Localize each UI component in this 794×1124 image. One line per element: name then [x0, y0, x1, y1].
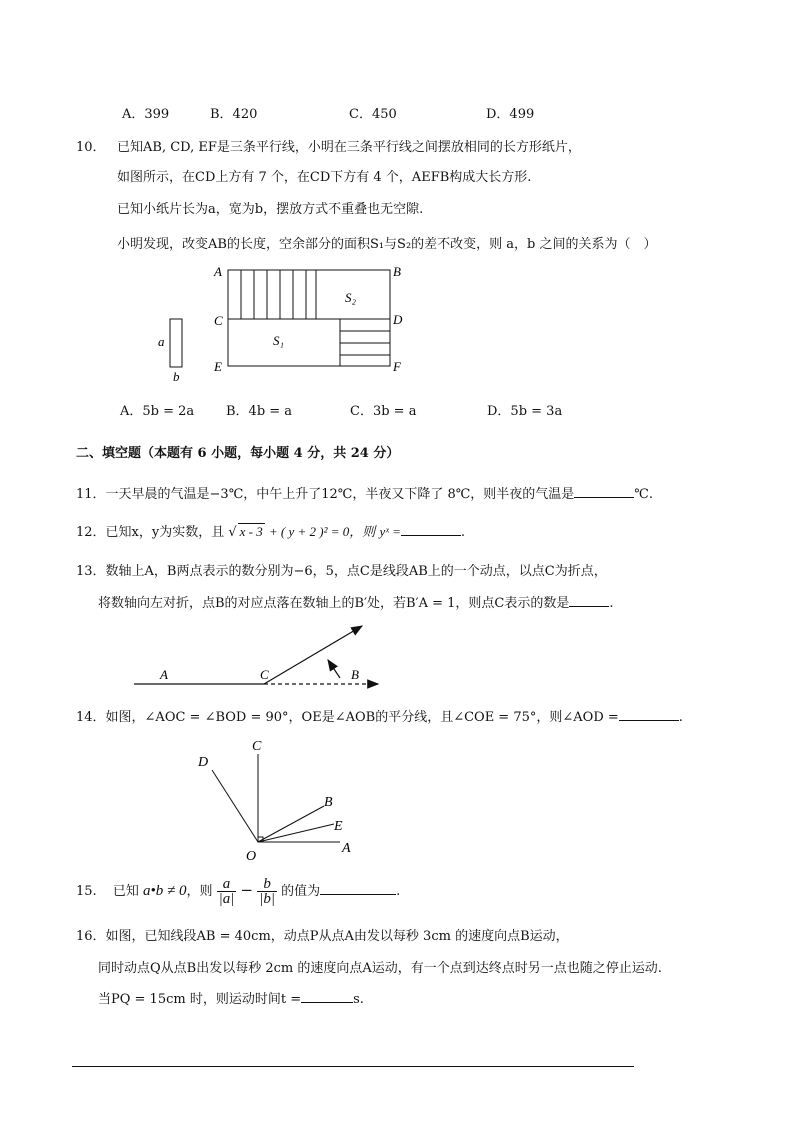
q12-prefix: 12．已知x，y为实数，且: [76, 525, 225, 540]
q11-text: 11．一天早晨的气温是−3℃，中午上升了12℃，半夜又下降了 8℃，则半夜的气温是: [76, 487, 575, 502]
q13-suffix: .: [609, 596, 614, 611]
rotate-arrow: [328, 660, 340, 678]
nl-label-C: C: [260, 667, 269, 682]
angle-label-A: A: [342, 841, 351, 856]
q16-line3: 当PQ = 15cm 时，则运动时间t =: [98, 992, 302, 1007]
q15-fraction-b: $\frac{b}{|b|}$: [259, 876, 275, 907]
q10-option-c: C．3b = a: [350, 404, 417, 419]
fig-label-S1: S₁: [273, 333, 285, 348]
q13-number-line-figure: [130, 618, 390, 692]
q11: [76, 483, 653, 502]
angle-label-B: B: [324, 795, 333, 810]
fig-label-F: F: [393, 359, 401, 374]
q14-angle-figure: [190, 734, 370, 866]
q11-answer-blank: [574, 485, 634, 498]
ray-od: [212, 770, 258, 842]
q10-line2: 如图所示，在CD上方有 7 个，在CD下方有 4 个，AEFB构成大长方形.: [117, 170, 532, 185]
q13-answer-blank: [569, 594, 609, 607]
fig-label-C: C: [214, 313, 223, 328]
q10-rectangle-figure: [150, 258, 420, 388]
q15-condition: a•b ≠ 0: [142, 883, 187, 899]
q15: [76, 877, 400, 906]
section2-heading: 二、填空题（本题有 6 小题，每小题 4 分，共 24 分）: [76, 446, 400, 461]
q9-option-d: D．499: [486, 107, 535, 122]
q12-power: yˣ =: [379, 524, 401, 539]
fig-label-S2: S₂: [345, 290, 357, 305]
folded-ray: [264, 626, 362, 684]
sqrt-sign: √: [228, 525, 237, 540]
q12: [76, 521, 465, 540]
q9-option-c: C．450: [349, 107, 397, 122]
q12-radicand: x - 3: [239, 524, 263, 539]
q11-suffix: ℃.: [634, 487, 653, 502]
ray-oe: [258, 824, 334, 842]
q12-suffix: .: [460, 525, 466, 540]
fig-label-A: A: [214, 264, 222, 279]
angle-label-E: E: [334, 819, 343, 834]
q10-line4: 小明发现，改变AB的长度，空余部分的面积S₁与S₂的差不改变，则 a，b 之间的关系为（ ）: [117, 237, 657, 252]
q15-tail: 的值为: [281, 884, 321, 899]
q10-option-a: A．5b = 2a: [120, 404, 195, 419]
q16-line1: 16．如图，已知线段AB = 40cm，动点P从点A由发以每秒 3cm 的速度向点B运动，: [76, 929, 569, 944]
q16-line3-wrap: [98, 988, 364, 1007]
q14-answer-blank: [619, 708, 679, 721]
q15-prefix: 已知: [112, 884, 139, 899]
q16-answer-blank: [301, 990, 353, 1003]
fig-label-B: B: [393, 264, 401, 279]
q9-option-b: B．420: [210, 107, 258, 122]
q16-suffix: s.: [353, 992, 364, 1007]
footer-rule: [72, 1066, 634, 1067]
q16-line2: 同时动点Q从点B出发以每秒 2cm 的速度向点A运动，有一个点到达终点时另一点也随之停止运动.: [98, 961, 662, 976]
q14-suffix: .: [678, 710, 683, 725]
fig-label-D: D: [393, 312, 403, 327]
q13-line2: 将数轴向左对折，点B的对应点落在数轴上的B′处，若B′A = 1，则点C表示的数是: [98, 596, 570, 611]
q12-middle: + ( y + 2 )² = 0，则: [268, 524, 376, 539]
fig-label-E: E: [214, 359, 222, 374]
q10-line3: 已知小纸片长为a，宽为b，摆放方式不重叠也无空隙.: [117, 202, 424, 217]
q9-option-a: A．399: [122, 107, 170, 122]
fig-label-a: a: [158, 334, 165, 349]
angle-label-C: C: [252, 739, 262, 754]
angle-label-D: D: [198, 755, 209, 770]
q10-line1: 已知AB, CD, EF是三条平行线，小明在三条平行线之间摆放相同的长方形纸片，: [117, 140, 581, 155]
q15-answer-blank: [320, 882, 396, 895]
q15-number: 15.: [76, 884, 97, 899]
nl-label-B: B: [351, 667, 359, 682]
q14-text: 14．如图，∠AOC = ∠BOD = 90°，OE是∠AOB的平分线，且∠COE = 75°，则∠AOD =: [76, 710, 619, 725]
q12-answer-blank: [401, 523, 461, 536]
q15-minus: −: [240, 881, 254, 899]
q14: [76, 706, 683, 725]
angle-label-O: O: [246, 849, 257, 864]
q10-option-d: D．5b = 3a: [487, 404, 563, 419]
big-rectangle-aefb: [228, 270, 390, 366]
q13-line2-wrap: [98, 592, 613, 611]
q10-number: 10．: [76, 140, 106, 155]
q15-then: ，则: [186, 884, 213, 899]
nl-label-A: A: [160, 667, 168, 682]
q13-line1: 13．数轴上A，B两点表示的数分别为−6，5，点C是线段AB上的一个动点，以点C为折点，: [76, 564, 607, 579]
q15-suffix: .: [396, 884, 401, 899]
small-paper-rect: [170, 319, 182, 367]
q10-option-b: B．4b = a: [226, 404, 293, 419]
fig-label-b: b: [173, 369, 180, 384]
q15-fraction-a: $\frac{a}{|a|}$: [218, 876, 235, 907]
ray-ob: [258, 806, 324, 842]
